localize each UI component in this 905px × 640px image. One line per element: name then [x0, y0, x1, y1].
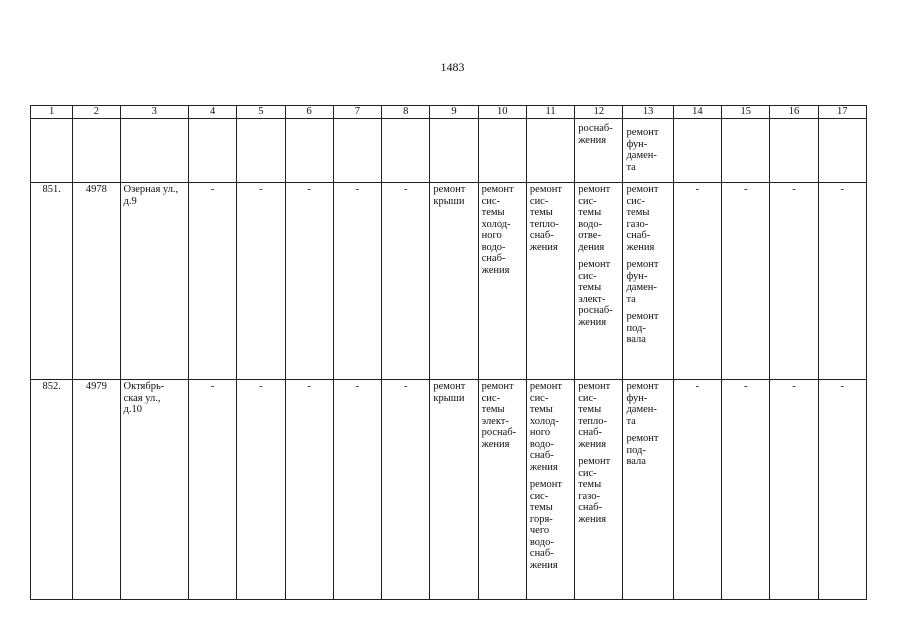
cell-line: ремонт — [626, 311, 659, 322]
cell-line: темы — [578, 282, 602, 293]
dash-cell — [188, 380, 236, 600]
work-item — [530, 381, 571, 473]
dash-cell — [237, 380, 285, 600]
cell-line: - — [210, 381, 215, 392]
work-item — [578, 381, 619, 450]
cell-line: ремонт — [626, 381, 659, 392]
cell-line: д.9 — [123, 195, 137, 207]
cell-line: д.10 — [123, 404, 142, 415]
cell-line: - — [792, 381, 796, 392]
cell-line: снаб- — [529, 230, 554, 241]
cell-line: дения — [578, 241, 605, 253]
table-cell — [285, 119, 333, 183]
cell-line: жения — [481, 438, 510, 450]
row-number-cell — [31, 380, 73, 600]
cell-line: ремонт — [578, 456, 611, 467]
work-item — [433, 184, 474, 207]
cell-line: роснаб- — [578, 123, 613, 134]
work-item — [578, 259, 619, 328]
cell-line: та — [626, 415, 636, 427]
work-item — [626, 381, 669, 427]
work-item — [433, 381, 474, 404]
column-header: 8 — [382, 106, 430, 119]
dash-cell — [237, 183, 285, 380]
cell-line: та — [626, 293, 636, 305]
cell-line: горя- — [529, 513, 553, 525]
cell-line: ремонт — [626, 127, 659, 138]
cell-line: темы — [578, 479, 602, 490]
column-header: 2 — [73, 106, 120, 119]
table-cell-col12 — [575, 119, 623, 183]
table-cell — [382, 119, 430, 183]
cell-line: ремонт — [626, 433, 659, 444]
work-item — [482, 381, 523, 450]
cell-line: элект- — [481, 415, 509, 427]
cell-line: роснаб- — [578, 305, 613, 316]
cell-line: ремонт — [578, 381, 611, 392]
work-item — [578, 456, 619, 525]
column-header: 16 — [770, 106, 818, 119]
cell-line: ремонт — [626, 259, 659, 270]
cell-line: 852. — [42, 381, 61, 392]
dash-cell — [722, 183, 770, 380]
work-cell-c9 — [430, 380, 478, 600]
table-cell-col13 — [623, 119, 673, 183]
dash-cell — [333, 380, 381, 600]
work-item — [626, 433, 669, 468]
cell-line: темы — [578, 404, 602, 415]
cell-line: сис- — [578, 195, 597, 207]
cell-line: газо- — [578, 490, 600, 502]
cell-line: ного — [529, 427, 551, 438]
dash-cell — [770, 380, 818, 600]
work-item — [482, 184, 523, 276]
cell-line: снаб- — [626, 230, 651, 241]
column-header: 6 — [285, 106, 333, 119]
cell-line: темы — [626, 207, 650, 218]
cell-line: - — [259, 381, 263, 392]
cell-line: темы — [481, 207, 505, 218]
cell-line: Озерная ул., — [123, 184, 179, 195]
dash-cell — [188, 183, 236, 380]
cell-line: ремонт — [578, 184, 611, 195]
code-cell — [73, 183, 120, 380]
dash-cell — [673, 183, 721, 380]
work-cell-c10 — [478, 380, 526, 600]
cell-line: снаб- — [578, 502, 602, 513]
table-cell — [770, 119, 818, 183]
cell-line: - — [840, 184, 845, 195]
cell-line: - — [307, 184, 311, 195]
cell-line: 4978 — [85, 184, 107, 195]
cell-line: холод- — [481, 218, 511, 230]
cell-line: - — [840, 381, 845, 392]
cell-line: элект- — [578, 293, 606, 305]
column-number-row — [31, 106, 867, 119]
table-cell — [73, 119, 120, 183]
column-header: 5 — [237, 106, 285, 119]
column-header: 11 — [526, 106, 574, 119]
cell-line: водо- — [529, 536, 554, 548]
cell-line: ного — [481, 230, 502, 241]
cell-line: водо- — [578, 218, 603, 230]
work-cell-c12 — [575, 183, 623, 380]
cell-line: ремонт — [626, 184, 659, 195]
cell-line: - — [210, 184, 215, 195]
cell-line: жения — [578, 316, 607, 328]
column-header: 10 — [478, 106, 526, 119]
work-item — [578, 184, 619, 253]
cell-line: темы — [481, 404, 505, 415]
cell-line: жения — [529, 461, 558, 473]
cell-line: темы — [529, 207, 553, 218]
dash-cell — [818, 380, 866, 600]
column-header: 1 — [31, 106, 73, 119]
table-cell — [673, 119, 721, 183]
cell-line: ремонт — [529, 184, 562, 195]
column-header: 15 — [722, 106, 770, 119]
cell-line: роснаб- — [481, 427, 517, 438]
cell-line: ремонт — [433, 381, 466, 392]
cell-line: ремонт — [529, 381, 562, 392]
cell-line: сис- — [578, 392, 597, 404]
cell-line: жения — [481, 264, 510, 276]
cell-line: жения — [529, 241, 558, 253]
cell-line: темы — [529, 502, 553, 513]
table-row — [31, 380, 867, 600]
table-cell — [430, 119, 478, 183]
table-row — [31, 183, 867, 380]
dash-cell — [770, 183, 818, 380]
cell-line: дамен- — [626, 150, 657, 161]
cell-line: жения — [626, 241, 655, 253]
table-cell — [333, 119, 381, 183]
cell-line: жения — [578, 438, 607, 450]
cell-line: вала — [626, 334, 646, 345]
cell-line: тепло- — [578, 415, 608, 427]
cell-line: - — [259, 184, 263, 195]
code-cell — [73, 380, 120, 600]
column-header: 14 — [673, 106, 721, 119]
column-header: 3 — [120, 106, 188, 119]
cell-line: темы — [529, 404, 553, 415]
column-header: 4 — [188, 106, 236, 119]
cell-line: - — [355, 184, 360, 195]
cell-line: сис- — [578, 467, 597, 479]
cell-line: сис- — [529, 392, 549, 404]
address-cell — [120, 380, 188, 600]
cell-line: ская ул., — [123, 392, 161, 404]
cell-line: та — [626, 161, 636, 173]
dash-cell — [285, 183, 333, 380]
cell-line: крыши — [433, 392, 465, 404]
table-cell — [722, 119, 770, 183]
cell-line: ремонт — [433, 184, 466, 195]
cell-line: - — [307, 381, 311, 392]
cell-line: фун- — [626, 138, 648, 150]
work-cell-c11 — [526, 183, 574, 380]
cell-line: фун- — [626, 270, 648, 282]
cell-line: жения — [529, 559, 558, 571]
column-header: 9 — [430, 106, 478, 119]
cell-line: под- — [626, 322, 646, 334]
work-cell-c13 — [623, 183, 673, 380]
work-item — [530, 184, 571, 253]
cell-line: жения — [578, 513, 607, 525]
cell-line: ремонт — [529, 479, 562, 490]
cell-line: ремонт — [481, 381, 514, 392]
table-cell — [188, 119, 236, 183]
work-item — [626, 311, 669, 346]
cell-line: отве- — [578, 230, 601, 241]
cell-line: чего — [529, 525, 550, 536]
cell-line: снаб- — [578, 427, 602, 438]
work-item — [530, 479, 571, 571]
table-cell — [818, 119, 866, 183]
cell-line: сис- — [529, 490, 549, 502]
column-header: 7 — [333, 106, 381, 119]
cell-line: снаб- — [529, 450, 554, 461]
work-cell-c11 — [526, 380, 574, 600]
cell-line: сис- — [626, 195, 645, 207]
cell-line: сис- — [529, 195, 549, 207]
work-cell-c10 — [478, 183, 526, 380]
cell-line: - — [695, 381, 700, 392]
dash-cell — [382, 380, 430, 600]
cell-line: крыши — [433, 195, 465, 207]
dash-cell — [285, 380, 333, 600]
cell-line: дамен- — [626, 282, 657, 293]
cell-line: сис- — [578, 270, 597, 282]
column-header: 17 — [818, 106, 866, 119]
cell-line: ремонт — [481, 184, 514, 195]
work-cell-c9 — [430, 183, 478, 380]
table-cell — [120, 119, 188, 183]
cell-line: под- — [626, 444, 646, 456]
dash-cell — [722, 380, 770, 600]
table-cell — [478, 119, 526, 183]
row-number-cell — [31, 183, 73, 380]
cell-line: темы — [578, 207, 602, 218]
cell-line: - — [403, 184, 408, 195]
work-item — [626, 184, 669, 253]
address-cell — [120, 183, 188, 380]
cell-line: снаб- — [529, 548, 554, 559]
cell-line: водо- — [529, 438, 554, 450]
cell-line: газо- — [626, 218, 649, 230]
table-cell — [237, 119, 285, 183]
cell-line: - — [695, 184, 700, 195]
column-header: 13 — [623, 106, 673, 119]
cell-line: - — [792, 184, 796, 195]
table-cell — [526, 119, 574, 183]
cell-line: Октябрь- — [123, 381, 165, 392]
cell-line: холод- — [529, 415, 559, 427]
cell-line: фун- — [626, 392, 648, 404]
table-cell — [31, 119, 73, 183]
work-item — [626, 259, 669, 305]
cell-line: - — [743, 381, 748, 392]
cell-line: - — [403, 381, 408, 392]
cell-line: 851. — [42, 184, 61, 195]
work-cell-c12 — [575, 380, 623, 600]
cell-line: - — [743, 184, 748, 195]
cell-line: жения — [578, 134, 607, 146]
repair-schedule-table — [30, 105, 867, 600]
column-header: 12 — [575, 106, 623, 119]
cell-line: сис- — [481, 195, 501, 207]
cell-line: водо- — [481, 241, 506, 253]
dash-cell — [382, 183, 430, 380]
page-number: 1483 — [440, 60, 465, 74]
cell-line: дамен- — [626, 404, 657, 415]
cell-line: 4979 — [85, 381, 107, 392]
cell-line: - — [355, 381, 360, 392]
dash-cell — [818, 183, 866, 380]
cell-line: сис- — [481, 392, 501, 404]
cell-line: вала — [626, 456, 646, 467]
cell-line: снаб- — [481, 253, 506, 264]
continuation-row — [31, 119, 867, 183]
work-cell-c13 — [623, 380, 673, 600]
dash-cell — [333, 183, 381, 380]
dash-cell — [673, 380, 721, 600]
cell-line: ремонт — [578, 259, 611, 270]
cell-line: тепло- — [529, 218, 559, 230]
